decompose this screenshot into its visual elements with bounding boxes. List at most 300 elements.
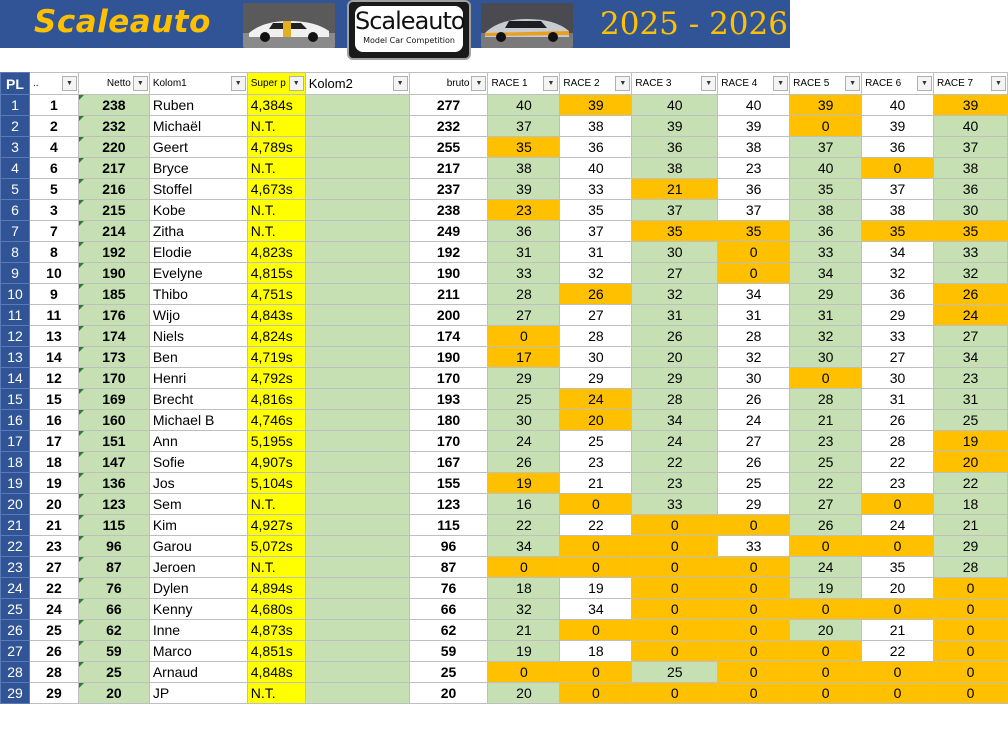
race-score-cell[interactable]: 0: [933, 641, 1007, 662]
kolom2-cell[interactable]: [305, 284, 409, 305]
best-lap-cell[interactable]: 4,815s: [247, 263, 305, 284]
position-cell[interactable]: 12: [29, 368, 78, 389]
race-score-cell[interactable]: 0: [718, 620, 790, 641]
race-score-cell[interactable]: 40: [560, 158, 632, 179]
bruto-cell[interactable]: 20: [409, 683, 488, 704]
bruto-cell[interactable]: 277: [409, 95, 488, 116]
netto-cell[interactable]: 136: [78, 473, 149, 494]
kolom2-cell[interactable]: [305, 137, 409, 158]
race-score-cell[interactable]: 23: [560, 452, 632, 473]
race-score-cell[interactable]: 34: [862, 242, 934, 263]
race-score-cell[interactable]: 21: [632, 179, 718, 200]
bruto-cell[interactable]: 211: [409, 284, 488, 305]
netto-cell[interactable]: 96: [78, 536, 149, 557]
race-score-cell[interactable]: 29: [790, 284, 862, 305]
driver-name-cell[interactable]: Sofie: [149, 452, 247, 473]
race-score-cell[interactable]: 35: [933, 221, 1007, 242]
position-cell[interactable]: 16: [29, 410, 78, 431]
race-score-cell[interactable]: 0: [632, 578, 718, 599]
race-score-cell[interactable]: 0: [790, 599, 862, 620]
best-lap-cell[interactable]: 4,824s: [247, 326, 305, 347]
bruto-cell[interactable]: 96: [409, 536, 488, 557]
filter-dropdown-icon[interactable]: ▼: [773, 76, 788, 91]
row-number[interactable]: 23: [1, 557, 30, 578]
bruto-cell[interactable]: 59: [409, 641, 488, 662]
best-lap-cell[interactable]: 4,792s: [247, 368, 305, 389]
position-cell[interactable]: 19: [29, 473, 78, 494]
race-score-cell[interactable]: 22: [933, 473, 1007, 494]
bruto-cell[interactable]: 167: [409, 452, 488, 473]
race-score-cell[interactable]: 34: [718, 284, 790, 305]
race-score-cell[interactable]: 0: [862, 662, 934, 683]
race-score-cell[interactable]: 16: [488, 494, 560, 515]
driver-name-cell[interactable]: Kenny: [149, 599, 247, 620]
race-score-cell[interactable]: 33: [790, 242, 862, 263]
position-cell[interactable]: 21: [29, 515, 78, 536]
netto-cell[interactable]: 216: [78, 179, 149, 200]
race-score-cell[interactable]: 0: [718, 242, 790, 263]
netto-cell[interactable]: 87: [78, 557, 149, 578]
race-score-cell[interactable]: 21: [790, 410, 862, 431]
row-number[interactable]: 11: [1, 305, 30, 326]
header-race-1[interactable]: RACE 1 ▼: [488, 73, 560, 95]
race-score-cell[interactable]: 0: [718, 515, 790, 536]
best-lap-cell[interactable]: 4,851s: [247, 641, 305, 662]
best-lap-cell[interactable]: 4,719s: [247, 347, 305, 368]
best-lap-cell[interactable]: 4,894s: [247, 578, 305, 599]
best-lap-cell[interactable]: 5,195s: [247, 431, 305, 452]
driver-name-cell[interactable]: Inne: [149, 620, 247, 641]
race-score-cell[interactable]: 38: [933, 158, 1007, 179]
race-score-cell[interactable]: 0: [933, 620, 1007, 641]
race-score-cell[interactable]: 0: [718, 557, 790, 578]
race-score-cell[interactable]: 0: [488, 662, 560, 683]
driver-name-cell[interactable]: Elodie: [149, 242, 247, 263]
race-score-cell[interactable]: 33: [718, 536, 790, 557]
race-score-cell[interactable]: 0: [718, 683, 790, 704]
race-score-cell[interactable]: 29: [632, 368, 718, 389]
race-score-cell[interactable]: 18: [560, 641, 632, 662]
race-score-cell[interactable]: 28: [933, 557, 1007, 578]
race-score-cell[interactable]: 0: [560, 557, 632, 578]
race-score-cell[interactable]: 36: [933, 179, 1007, 200]
netto-cell[interactable]: 174: [78, 326, 149, 347]
header-race-3[interactable]: RACE 3 ▼: [632, 73, 718, 95]
row-number[interactable]: 5: [1, 179, 30, 200]
race-score-cell[interactable]: 38: [632, 158, 718, 179]
filter-dropdown-icon[interactable]: ▼: [917, 76, 932, 91]
race-score-cell[interactable]: 38: [790, 200, 862, 221]
best-lap-cell[interactable]: N.T.: [247, 158, 305, 179]
race-score-cell[interactable]: 37: [718, 200, 790, 221]
race-score-cell[interactable]: 33: [632, 494, 718, 515]
row-number[interactable]: 29: [1, 683, 30, 704]
bruto-cell[interactable]: 66: [409, 599, 488, 620]
kolom2-cell[interactable]: [305, 494, 409, 515]
race-score-cell[interactable]: 37: [632, 200, 718, 221]
filter-dropdown-icon[interactable]: ▼: [471, 76, 486, 91]
kolom2-cell[interactable]: [305, 452, 409, 473]
race-score-cell[interactable]: 35: [632, 221, 718, 242]
race-score-cell[interactable]: 23: [488, 200, 560, 221]
race-score-cell[interactable]: 23: [790, 431, 862, 452]
position-cell[interactable]: 13: [29, 326, 78, 347]
row-number[interactable]: 13: [1, 347, 30, 368]
race-score-cell[interactable]: 0: [790, 641, 862, 662]
race-score-cell[interactable]: 20: [790, 620, 862, 641]
driver-name-cell[interactable]: Arnaud: [149, 662, 247, 683]
race-score-cell[interactable]: 22: [632, 452, 718, 473]
bruto-cell[interactable]: 115: [409, 515, 488, 536]
filter-dropdown-icon[interactable]: ▼: [991, 76, 1006, 91]
race-score-cell[interactable]: 36: [632, 137, 718, 158]
driver-name-cell[interactable]: Sem: [149, 494, 247, 515]
kolom2-cell[interactable]: [305, 620, 409, 641]
netto-cell[interactable]: 185: [78, 284, 149, 305]
race-score-cell[interactable]: 0: [560, 620, 632, 641]
race-score-cell[interactable]: 28: [488, 284, 560, 305]
filter-dropdown-icon[interactable]: ▼: [62, 76, 77, 91]
driver-name-cell[interactable]: Bryce: [149, 158, 247, 179]
race-score-cell[interactable]: 0: [560, 683, 632, 704]
bruto-cell[interactable]: 193: [409, 389, 488, 410]
race-score-cell[interactable]: 22: [862, 641, 934, 662]
bruto-cell[interactable]: 76: [409, 578, 488, 599]
bruto-cell[interactable]: 255: [409, 137, 488, 158]
race-score-cell[interactable]: 20: [862, 578, 934, 599]
race-score-cell[interactable]: 0: [632, 599, 718, 620]
race-score-cell[interactable]: 32: [560, 263, 632, 284]
best-lap-cell[interactable]: 4,789s: [247, 137, 305, 158]
bruto-cell[interactable]: 232: [409, 116, 488, 137]
race-score-cell[interactable]: 24: [718, 410, 790, 431]
bruto-cell[interactable]: 155: [409, 473, 488, 494]
race-score-cell[interactable]: 24: [933, 305, 1007, 326]
driver-name-cell[interactable]: Garou: [149, 536, 247, 557]
netto-cell[interactable]: 20: [78, 683, 149, 704]
race-score-cell[interactable]: 40: [488, 95, 560, 116]
position-cell[interactable]: 4: [29, 137, 78, 158]
bruto-cell[interactable]: 192: [409, 242, 488, 263]
row-number[interactable]: 15: [1, 389, 30, 410]
row-number[interactable]: 2: [1, 116, 30, 137]
row-number[interactable]: 1: [1, 95, 30, 116]
race-score-cell[interactable]: 0: [560, 536, 632, 557]
netto-cell[interactable]: 238: [78, 95, 149, 116]
race-score-cell[interactable]: 0: [632, 557, 718, 578]
kolom2-cell[interactable]: [305, 683, 409, 704]
race-score-cell[interactable]: 27: [488, 305, 560, 326]
bruto-cell[interactable]: 25: [409, 662, 488, 683]
bruto-cell[interactable]: 190: [409, 347, 488, 368]
row-number[interactable]: 16: [1, 410, 30, 431]
bruto-cell[interactable]: 249: [409, 221, 488, 242]
race-score-cell[interactable]: 29: [488, 368, 560, 389]
race-score-cell[interactable]: 25: [718, 473, 790, 494]
race-score-cell[interactable]: 33: [488, 263, 560, 284]
race-car-photo-left[interactable]: [243, 3, 335, 48]
filter-dropdown-icon[interactable]: ▼: [289, 76, 304, 91]
row-number[interactable]: 4: [1, 158, 30, 179]
kolom2-cell[interactable]: [305, 431, 409, 452]
best-lap-cell[interactable]: 4,823s: [247, 242, 305, 263]
netto-cell[interactable]: 232: [78, 116, 149, 137]
race-score-cell[interactable]: 31: [718, 305, 790, 326]
race-score-cell[interactable]: 22: [790, 473, 862, 494]
netto-cell[interactable]: 62: [78, 620, 149, 641]
race-score-cell[interactable]: 31: [560, 242, 632, 263]
row-number[interactable]: 28: [1, 662, 30, 683]
best-lap-cell[interactable]: 4,746s: [247, 410, 305, 431]
header-race-6[interactable]: RACE 6 ▼: [862, 73, 934, 95]
position-cell[interactable]: 27: [29, 557, 78, 578]
netto-cell[interactable]: 190: [78, 263, 149, 284]
race-score-cell[interactable]: 28: [632, 389, 718, 410]
driver-name-cell[interactable]: Kobe: [149, 200, 247, 221]
kolom2-cell[interactable]: [305, 410, 409, 431]
race-score-cell[interactable]: 22: [488, 515, 560, 536]
race-score-cell[interactable]: 0: [632, 641, 718, 662]
header-kolom1[interactable]: Kolom1 ▼: [149, 73, 247, 95]
position-cell[interactable]: 15: [29, 389, 78, 410]
row-number[interactable]: 22: [1, 536, 30, 557]
driver-name-cell[interactable]: Michaël: [149, 116, 247, 137]
row-number[interactable]: 19: [1, 473, 30, 494]
kolom2-cell[interactable]: [305, 389, 409, 410]
race-score-cell[interactable]: 30: [790, 347, 862, 368]
bruto-cell[interactable]: 200: [409, 305, 488, 326]
driver-name-cell[interactable]: Wijo: [149, 305, 247, 326]
header-netto[interactable]: Netto ▼: [78, 73, 149, 95]
race-score-cell[interactable]: 23: [933, 368, 1007, 389]
header-kolom2[interactable]: Kolom2 ▼: [305, 73, 409, 95]
row-number[interactable]: 8: [1, 242, 30, 263]
race-score-cell[interactable]: 22: [862, 452, 934, 473]
row-number[interactable]: 25: [1, 599, 30, 620]
netto-cell[interactable]: 147: [78, 452, 149, 473]
race-score-cell[interactable]: 27: [632, 263, 718, 284]
row-number[interactable]: 27: [1, 641, 30, 662]
race-score-cell[interactable]: 40: [718, 95, 790, 116]
race-score-cell[interactable]: 32: [488, 599, 560, 620]
position-cell[interactable]: 24: [29, 599, 78, 620]
race-score-cell[interactable]: 31: [790, 305, 862, 326]
race-score-cell[interactable]: 0: [718, 662, 790, 683]
race-score-cell[interactable]: 0: [632, 536, 718, 557]
race-score-cell[interactable]: 26: [862, 410, 934, 431]
driver-name-cell[interactable]: Niels: [149, 326, 247, 347]
race-score-cell[interactable]: 37: [933, 137, 1007, 158]
race-score-cell[interactable]: 25: [933, 410, 1007, 431]
driver-name-cell[interactable]: Thibo: [149, 284, 247, 305]
best-lap-cell[interactable]: 4,673s: [247, 179, 305, 200]
race-score-cell[interactable]: 40: [933, 116, 1007, 137]
race-score-cell[interactable]: 25: [790, 452, 862, 473]
race-score-cell[interactable]: 17: [488, 347, 560, 368]
position-cell[interactable]: 1: [29, 95, 78, 116]
race-score-cell[interactable]: 0: [862, 494, 934, 515]
bruto-cell[interactable]: 62: [409, 620, 488, 641]
race-score-cell[interactable]: 27: [718, 431, 790, 452]
race-score-cell[interactable]: 32: [632, 284, 718, 305]
race-score-cell[interactable]: 24: [632, 431, 718, 452]
race-score-cell[interactable]: 0: [632, 620, 718, 641]
row-number[interactable]: 3: [1, 137, 30, 158]
position-cell[interactable]: 18: [29, 452, 78, 473]
header-race-2[interactable]: RACE 2 ▼: [560, 73, 632, 95]
race-score-cell[interactable]: 39: [560, 95, 632, 116]
best-lap-cell[interactable]: 4,907s: [247, 452, 305, 473]
race-score-cell[interactable]: 0: [718, 263, 790, 284]
netto-cell[interactable]: 169: [78, 389, 149, 410]
kolom2-cell[interactable]: [305, 95, 409, 116]
header-race-5[interactable]: RACE 5 ▼: [790, 73, 862, 95]
position-cell[interactable]: 25: [29, 620, 78, 641]
race-score-cell[interactable]: 36: [718, 179, 790, 200]
driver-name-cell[interactable]: Stoffel: [149, 179, 247, 200]
netto-cell[interactable]: 215: [78, 200, 149, 221]
kolom2-cell[interactable]: [305, 557, 409, 578]
race-score-cell[interactable]: 40: [790, 158, 862, 179]
position-cell[interactable]: 22: [29, 578, 78, 599]
race-score-cell[interactable]: 39: [632, 116, 718, 137]
race-score-cell[interactable]: 24: [488, 431, 560, 452]
race-score-cell[interactable]: 34: [560, 599, 632, 620]
race-score-cell[interactable]: 29: [862, 305, 934, 326]
race-score-cell[interactable]: 21: [560, 473, 632, 494]
race-score-cell[interactable]: 31: [862, 389, 934, 410]
row-number[interactable]: 20: [1, 494, 30, 515]
race-score-cell[interactable]: 35: [488, 137, 560, 158]
race-score-cell[interactable]: 33: [933, 242, 1007, 263]
race-score-cell[interactable]: 37: [488, 116, 560, 137]
race-score-cell[interactable]: 26: [790, 515, 862, 536]
filter-dropdown-icon[interactable]: ▼: [543, 76, 558, 91]
race-score-cell[interactable]: 19: [560, 578, 632, 599]
kolom2-cell[interactable]: [305, 179, 409, 200]
position-cell[interactable]: 17: [29, 431, 78, 452]
driver-name-cell[interactable]: Henri: [149, 368, 247, 389]
driver-name-cell[interactable]: Geert: [149, 137, 247, 158]
best-lap-cell[interactable]: 4,816s: [247, 389, 305, 410]
netto-cell[interactable]: 173: [78, 347, 149, 368]
race-score-cell[interactable]: 0: [790, 368, 862, 389]
kolom2-cell[interactable]: [305, 536, 409, 557]
netto-cell[interactable]: 59: [78, 641, 149, 662]
race-score-cell[interactable]: 19: [488, 641, 560, 662]
race-score-cell[interactable]: 35: [862, 221, 934, 242]
row-number[interactable]: 18: [1, 452, 30, 473]
race-score-cell[interactable]: 26: [718, 452, 790, 473]
kolom2-cell[interactable]: [305, 368, 409, 389]
race-score-cell[interactable]: 25: [632, 662, 718, 683]
race-score-cell[interactable]: 0: [560, 494, 632, 515]
race-score-cell[interactable]: 32: [790, 326, 862, 347]
race-score-cell[interactable]: 37: [862, 179, 934, 200]
race-score-cell[interactable]: 0: [933, 683, 1007, 704]
race-score-cell[interactable]: 30: [718, 368, 790, 389]
position-cell[interactable]: 7: [29, 221, 78, 242]
position-cell[interactable]: 5: [29, 179, 78, 200]
race-score-cell[interactable]: 32: [933, 263, 1007, 284]
race-score-cell[interactable]: 24: [790, 557, 862, 578]
race-score-cell[interactable]: 27: [862, 347, 934, 368]
race-score-cell[interactable]: 24: [560, 389, 632, 410]
race-score-cell[interactable]: 18: [488, 578, 560, 599]
row-number[interactable]: 14: [1, 368, 30, 389]
bruto-cell[interactable]: 174: [409, 326, 488, 347]
filter-dropdown-icon[interactable]: ▼: [615, 76, 630, 91]
row-number[interactable]: 9: [1, 263, 30, 284]
race-score-cell[interactable]: 21: [933, 515, 1007, 536]
race-score-cell[interactable]: 21: [488, 620, 560, 641]
race-score-cell[interactable]: 39: [488, 179, 560, 200]
race-score-cell[interactable]: 32: [718, 347, 790, 368]
race-score-cell[interactable]: 0: [933, 578, 1007, 599]
position-cell[interactable]: 6: [29, 158, 78, 179]
race-score-cell[interactable]: 30: [933, 200, 1007, 221]
header-bruto[interactable]: bruto ▼: [409, 73, 488, 95]
bruto-cell[interactable]: 237: [409, 179, 488, 200]
position-cell[interactable]: 29: [29, 683, 78, 704]
kolom2-cell[interactable]: [305, 599, 409, 620]
race-score-cell[interactable]: 0: [862, 683, 934, 704]
race-score-cell[interactable]: 24: [862, 515, 934, 536]
netto-cell[interactable]: 66: [78, 599, 149, 620]
race-score-cell[interactable]: 0: [488, 557, 560, 578]
kolom2-cell[interactable]: [305, 326, 409, 347]
kolom2-cell[interactable]: [305, 473, 409, 494]
race-score-cell[interactable]: 0: [862, 599, 934, 620]
race-score-cell[interactable]: 20: [933, 452, 1007, 473]
netto-cell[interactable]: 214: [78, 221, 149, 242]
row-number[interactable]: 7: [1, 221, 30, 242]
race-score-cell[interactable]: 39: [718, 116, 790, 137]
race-score-cell[interactable]: 20: [488, 683, 560, 704]
race-score-cell[interactable]: 32: [862, 263, 934, 284]
race-score-cell[interactable]: 36: [560, 137, 632, 158]
row-number[interactable]: 12: [1, 326, 30, 347]
race-score-cell[interactable]: 36: [862, 137, 934, 158]
netto-cell[interactable]: 170: [78, 368, 149, 389]
best-lap-cell[interactable]: 4,680s: [247, 599, 305, 620]
position-cell[interactable]: 9: [29, 284, 78, 305]
sort-filter-icon[interactable]: ▼: [133, 76, 148, 91]
race-score-cell[interactable]: 19: [790, 578, 862, 599]
row-number[interactable]: 10: [1, 284, 30, 305]
netto-cell[interactable]: 115: [78, 515, 149, 536]
race-score-cell[interactable]: 36: [862, 284, 934, 305]
kolom2-cell[interactable]: [305, 242, 409, 263]
race-score-cell[interactable]: 0: [718, 578, 790, 599]
netto-cell[interactable]: 192: [78, 242, 149, 263]
race-score-cell[interactable]: 34: [632, 410, 718, 431]
race-score-cell[interactable]: 29: [718, 494, 790, 515]
bruto-cell[interactable]: 238: [409, 200, 488, 221]
best-lap-cell[interactable]: 4,927s: [247, 515, 305, 536]
row-number[interactable]: 21: [1, 515, 30, 536]
position-cell[interactable]: 3: [29, 200, 78, 221]
driver-name-cell[interactable]: Jos: [149, 473, 247, 494]
race-score-cell[interactable]: 0: [790, 662, 862, 683]
race-score-cell[interactable]: 29: [933, 536, 1007, 557]
position-cell[interactable]: 8: [29, 242, 78, 263]
race-score-cell[interactable]: 0: [790, 536, 862, 557]
race-score-cell[interactable]: 18: [933, 494, 1007, 515]
bruto-cell[interactable]: 170: [409, 431, 488, 452]
best-lap-cell[interactable]: N.T.: [247, 557, 305, 578]
netto-cell[interactable]: 160: [78, 410, 149, 431]
